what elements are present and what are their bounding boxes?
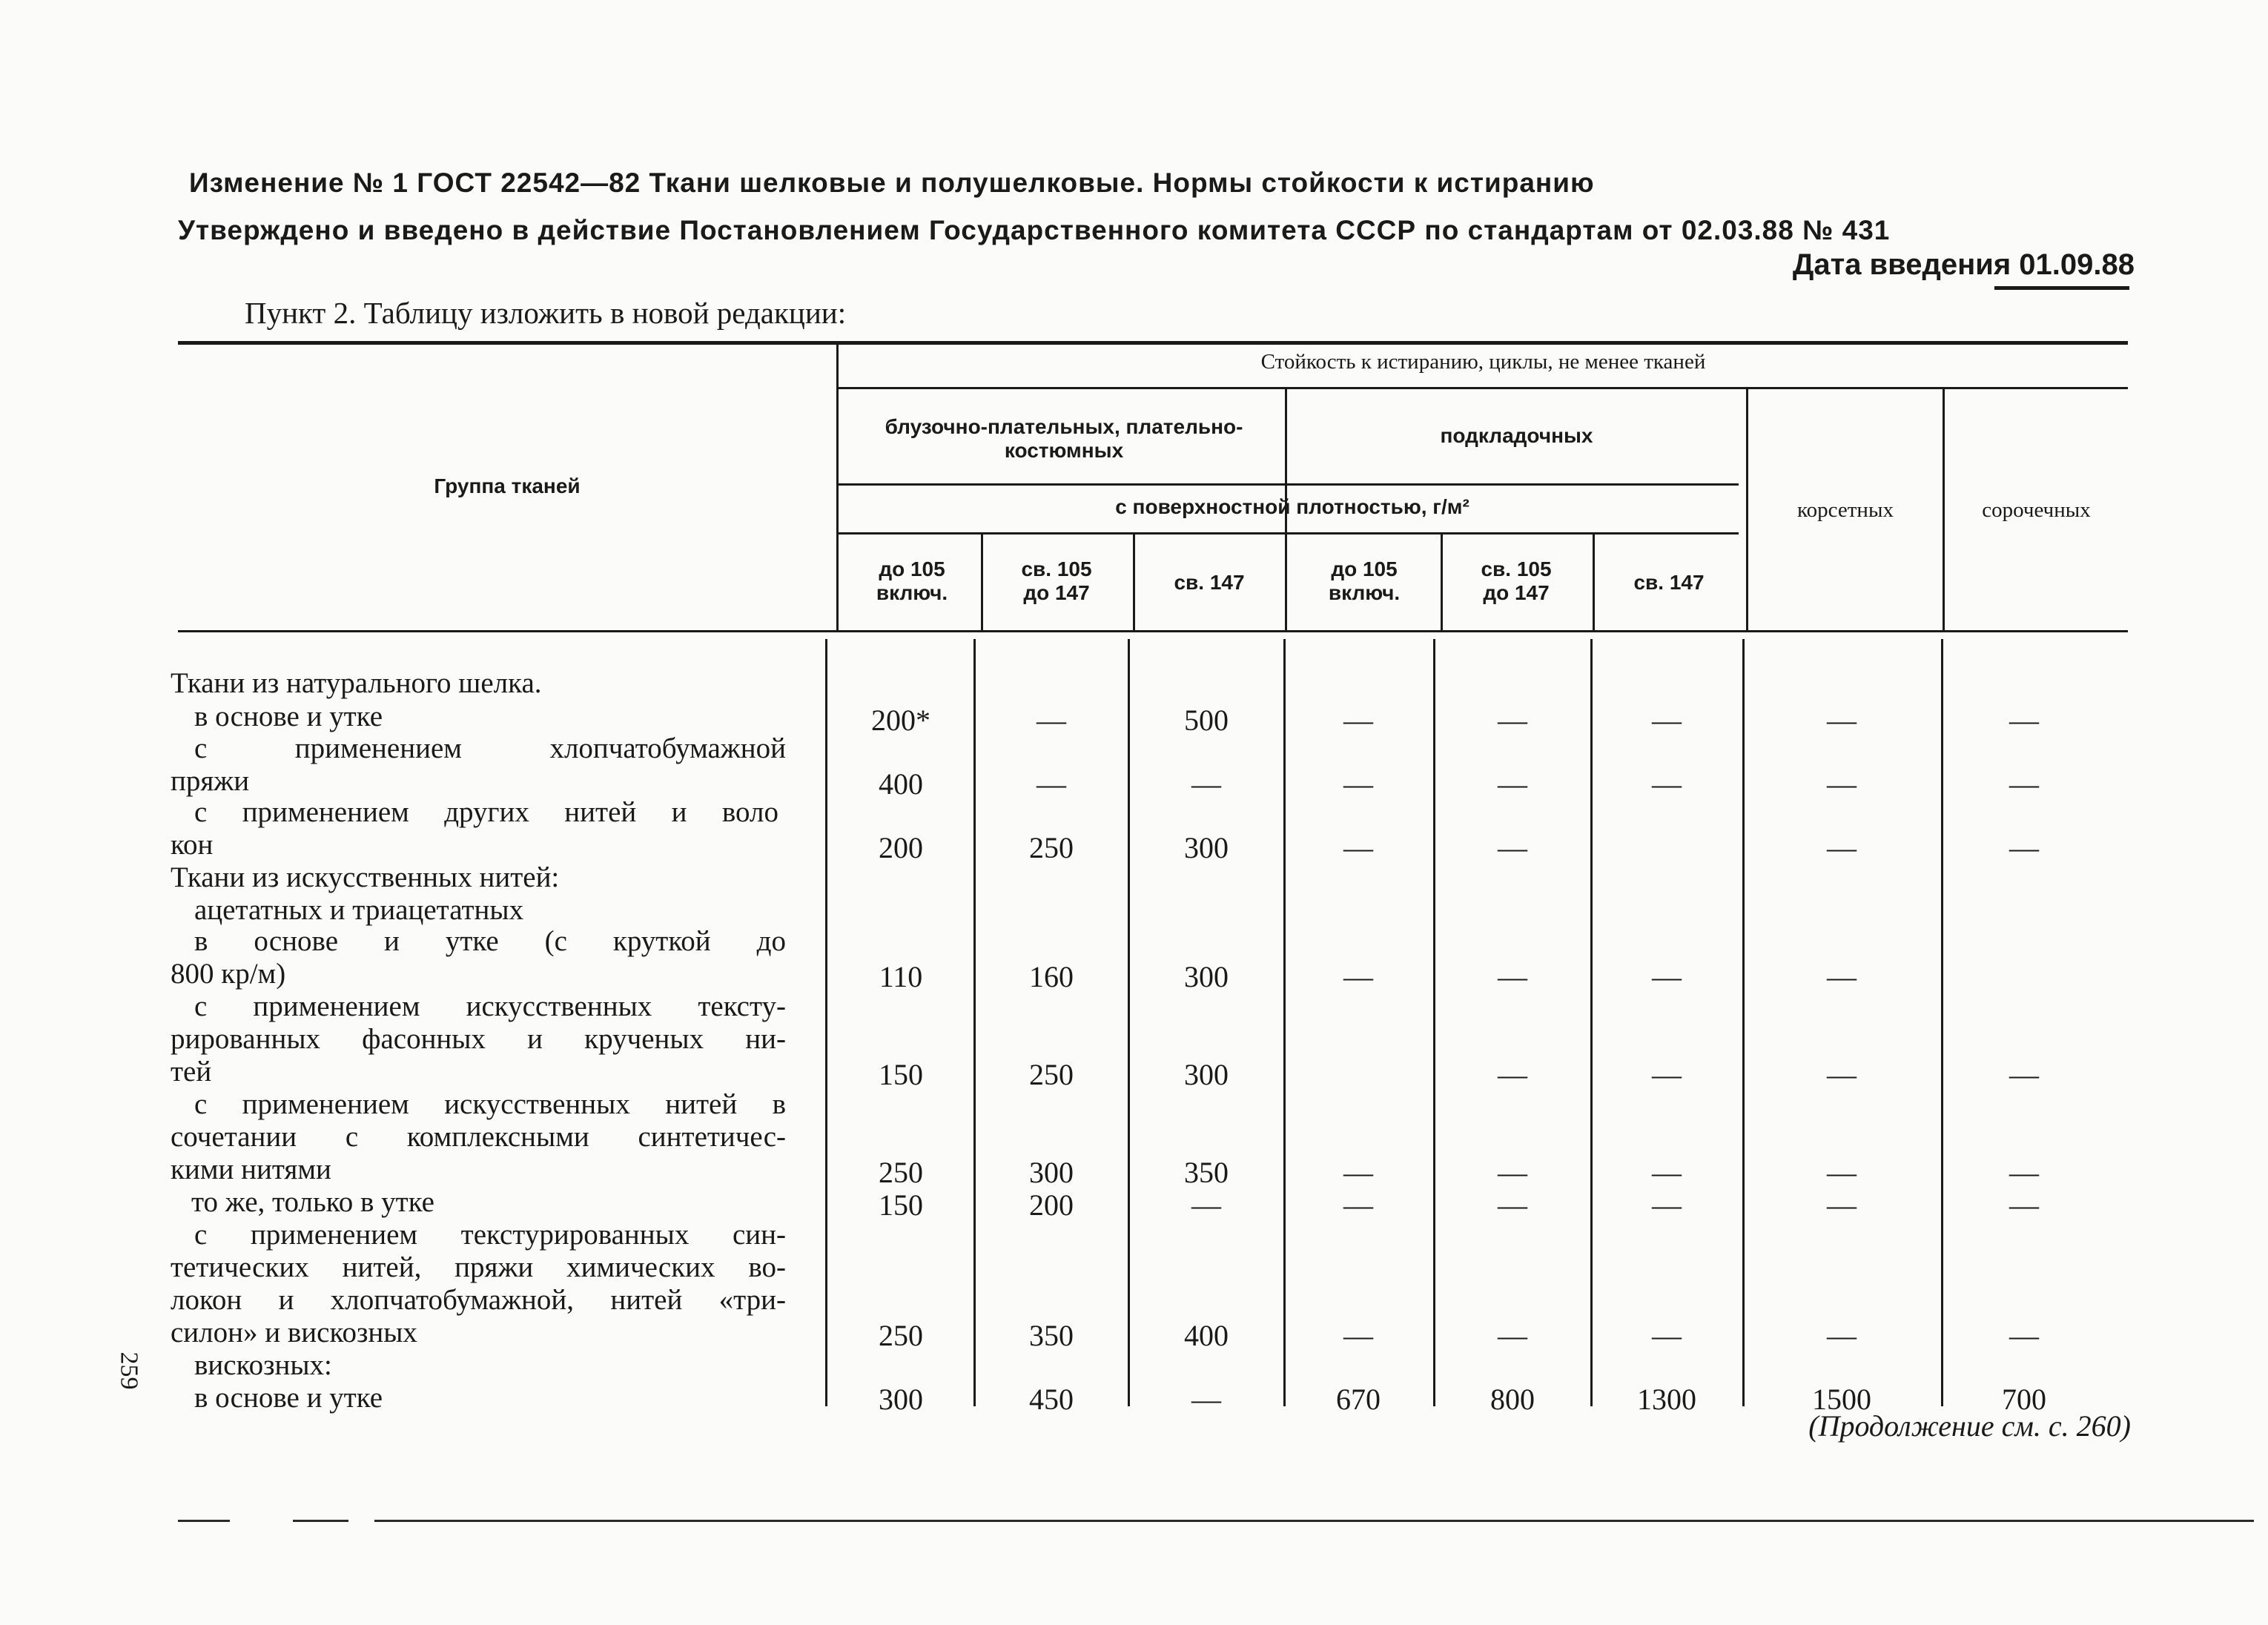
table-cell: — (1827, 1188, 1857, 1222)
row-label: Ткани из натурального шелка. (171, 667, 542, 699)
table-cell: — (1652, 1058, 1682, 1091)
table-cell: — (2009, 831, 2039, 864)
column-divider (981, 535, 983, 632)
table-cell: 800 (1490, 1383, 1535, 1416)
header-sub: до 105 включ. (1328, 557, 1401, 604)
header-top: Стойкость к истиранию, циклы, не менее тканей (1260, 350, 1706, 374)
table-cell: — (2009, 704, 2039, 737)
column-divider (825, 639, 827, 1406)
table-cell: — (1343, 704, 1373, 737)
table-cell: — (1498, 704, 1527, 737)
table-cell: 300 (1184, 960, 1229, 993)
column-divider (973, 639, 976, 1406)
table-cell: — (1827, 1156, 1857, 1189)
table-cell: — (1343, 831, 1373, 864)
column-divider (1742, 639, 1745, 1406)
table-cell: — (1827, 1319, 1857, 1352)
table-cell: 200* (871, 704, 930, 737)
row-label: с применением искусственных тексту- (194, 990, 786, 1022)
table-cell: 350 (1184, 1156, 1229, 1189)
header-blouse: блузочно-плательных, плательно-костюмных (885, 415, 1243, 462)
row-label: то же, только в утке (191, 1186, 434, 1218)
table-cell: — (1827, 1058, 1857, 1091)
table-cell: — (1343, 960, 1373, 993)
row-label: в основе и утке (с круткой до (194, 925, 786, 957)
row-label: пряжи (171, 765, 250, 797)
table-cell: — (1652, 1188, 1682, 1222)
table-cell: 250 (1029, 1058, 1074, 1091)
header-sub: св. 105 до 147 (1481, 557, 1552, 604)
document-heading: Изменение № 1 ГОСТ 22542—82 Ткани шелковые и полушелковые. Нормы стойкости к истиранию (189, 168, 1595, 198)
table-cell: — (1037, 704, 1066, 737)
table-cell: — (2009, 1156, 2039, 1189)
table-cell: 300 (1184, 831, 1229, 864)
table-cell: — (1827, 831, 1857, 864)
continued-note: (Продолжение см. с. 260) (1808, 1409, 2131, 1443)
table-cell: — (1827, 767, 1857, 801)
table-cell: — (1498, 1188, 1527, 1222)
row-label: вискозных: (194, 1349, 332, 1381)
table-cell: — (2009, 1319, 2039, 1352)
header-shirt: сорочечных (1982, 498, 2091, 522)
table-cell: — (1498, 960, 1527, 993)
table-cell: 450 (1029, 1383, 1074, 1416)
row-label: с применением текстурированных син- (194, 1219, 786, 1251)
row-label: в основе и утке (194, 701, 383, 732)
header-sub: св. 147 (1633, 571, 1705, 594)
row-label: с применением хлопчатобумажной (194, 732, 786, 764)
row-label: силон» и вискозных (171, 1317, 417, 1348)
table-top-rule (178, 341, 2128, 345)
table-rule (838, 532, 1739, 535)
header-corset: корсетных (1797, 498, 1894, 522)
table-cell: 250 (879, 1156, 923, 1189)
table-cell: — (1652, 1319, 1682, 1352)
row-label: в основе и утке (194, 1382, 383, 1414)
table-rule (838, 387, 2128, 389)
row-label: тей (171, 1056, 212, 1088)
table-cell: 500 (1184, 704, 1229, 737)
table-cell: — (1827, 960, 1857, 993)
table-cell: 200 (1029, 1188, 1074, 1222)
table-cell: — (2009, 1188, 2039, 1222)
row-label: тетических нитей, пряжи химических во- (171, 1251, 786, 1283)
table-cell: 200 (879, 831, 923, 864)
header-sub: до 105 включ. (876, 557, 948, 604)
column-divider (1128, 639, 1130, 1406)
bottom-rule (293, 1520, 348, 1522)
table-cell: — (1498, 831, 1527, 864)
column-divider (1433, 639, 1435, 1406)
table-cell: — (1498, 1058, 1527, 1091)
row-label: 800 кр/м) (171, 958, 286, 990)
row-label: кон (171, 829, 214, 861)
table-rule (838, 483, 1739, 486)
header-sub: св. 147 (1174, 571, 1245, 594)
header-sub: св. 105 до 147 (1021, 557, 1092, 604)
table-cell: 160 (1029, 960, 1074, 993)
row-label: рированных фасонных и крученых ни- (171, 1023, 786, 1055)
column-divider (1441, 535, 1443, 632)
intro-date: Дата введения 01.09.88 (1792, 248, 2135, 281)
page-number: 259 (115, 1351, 143, 1390)
table-cell: — (2009, 767, 2039, 801)
table-cell: 350 (1029, 1319, 1074, 1352)
header-density: с поверхностной плотностью, г/м² (1115, 495, 1469, 518)
column-divider (1283, 639, 1286, 1406)
column-divider (1941, 639, 1943, 1406)
row-label: Ткани из искусственных нитей: (171, 861, 560, 893)
table-cell: 670 (1336, 1383, 1381, 1416)
header-group-column: Группа тканей (434, 474, 581, 497)
table-cell: — (1652, 1156, 1682, 1189)
table-cell: — (1827, 704, 1857, 737)
table-cell: — (1652, 704, 1682, 737)
table-cell: 150 (879, 1058, 923, 1091)
table-cell: — (1498, 1156, 1527, 1189)
column-divider (1590, 639, 1593, 1406)
bottom-rule (374, 1520, 2254, 1522)
table-cell: 250 (1029, 831, 1074, 864)
table-cell: — (1037, 767, 1066, 801)
date-underline (1994, 286, 2129, 290)
table-cell: 700 (2002, 1383, 2046, 1416)
table-cell: 1300 (1637, 1383, 1696, 1416)
table-cell: — (1191, 1383, 1221, 1416)
row-label: кими нитями (171, 1154, 331, 1185)
header-lining: подкладочных (1440, 424, 1593, 447)
row-label: с применением искусственных нитей в (194, 1088, 786, 1120)
row-label: с применением других нитей и воло (194, 796, 778, 828)
table-cell: — (1343, 767, 1373, 801)
row-label: локон и хлопчатобумажной, нитей «три- (171, 1284, 786, 1316)
table-cell: — (2009, 1058, 2039, 1091)
approval-line: Утверждено и введено в действие Постановлением Государственного комитета СССР по стандартам от 02.03.88 № 431 (178, 215, 1891, 245)
table-cell: — (1343, 1319, 1373, 1352)
column-divider (836, 343, 839, 632)
bottom-rule (178, 1520, 230, 1522)
row-label: сочетании с комплексными синтетичес- (171, 1121, 786, 1153)
table-cell: 150 (879, 1188, 923, 1222)
row-label: ацетатных и триацетатных (194, 894, 524, 926)
clause-text: Пункт 2. Таблицу изложить в новой редакции: (245, 296, 847, 330)
table-cell: 400 (879, 767, 923, 801)
table-cell: 400 (1184, 1319, 1229, 1352)
table-cell: — (1191, 767, 1221, 801)
table-cell: 1500 (1812, 1383, 1871, 1416)
table-cell: — (1191, 1188, 1221, 1222)
table-header-bottom-rule (178, 630, 2128, 632)
table-cell: — (1652, 960, 1682, 993)
table-cell: — (1343, 1156, 1373, 1189)
table-cell: — (1498, 767, 1527, 801)
table-cell: — (1652, 767, 1682, 801)
table-cell: 300 (879, 1383, 923, 1416)
table-cell: — (1343, 1188, 1373, 1222)
table-cell: 300 (1184, 1058, 1229, 1091)
table-cell: 300 (1029, 1156, 1074, 1189)
table-cell: — (1498, 1319, 1527, 1352)
table-cell: 110 (879, 960, 923, 993)
table-cell: 250 (879, 1319, 923, 1352)
